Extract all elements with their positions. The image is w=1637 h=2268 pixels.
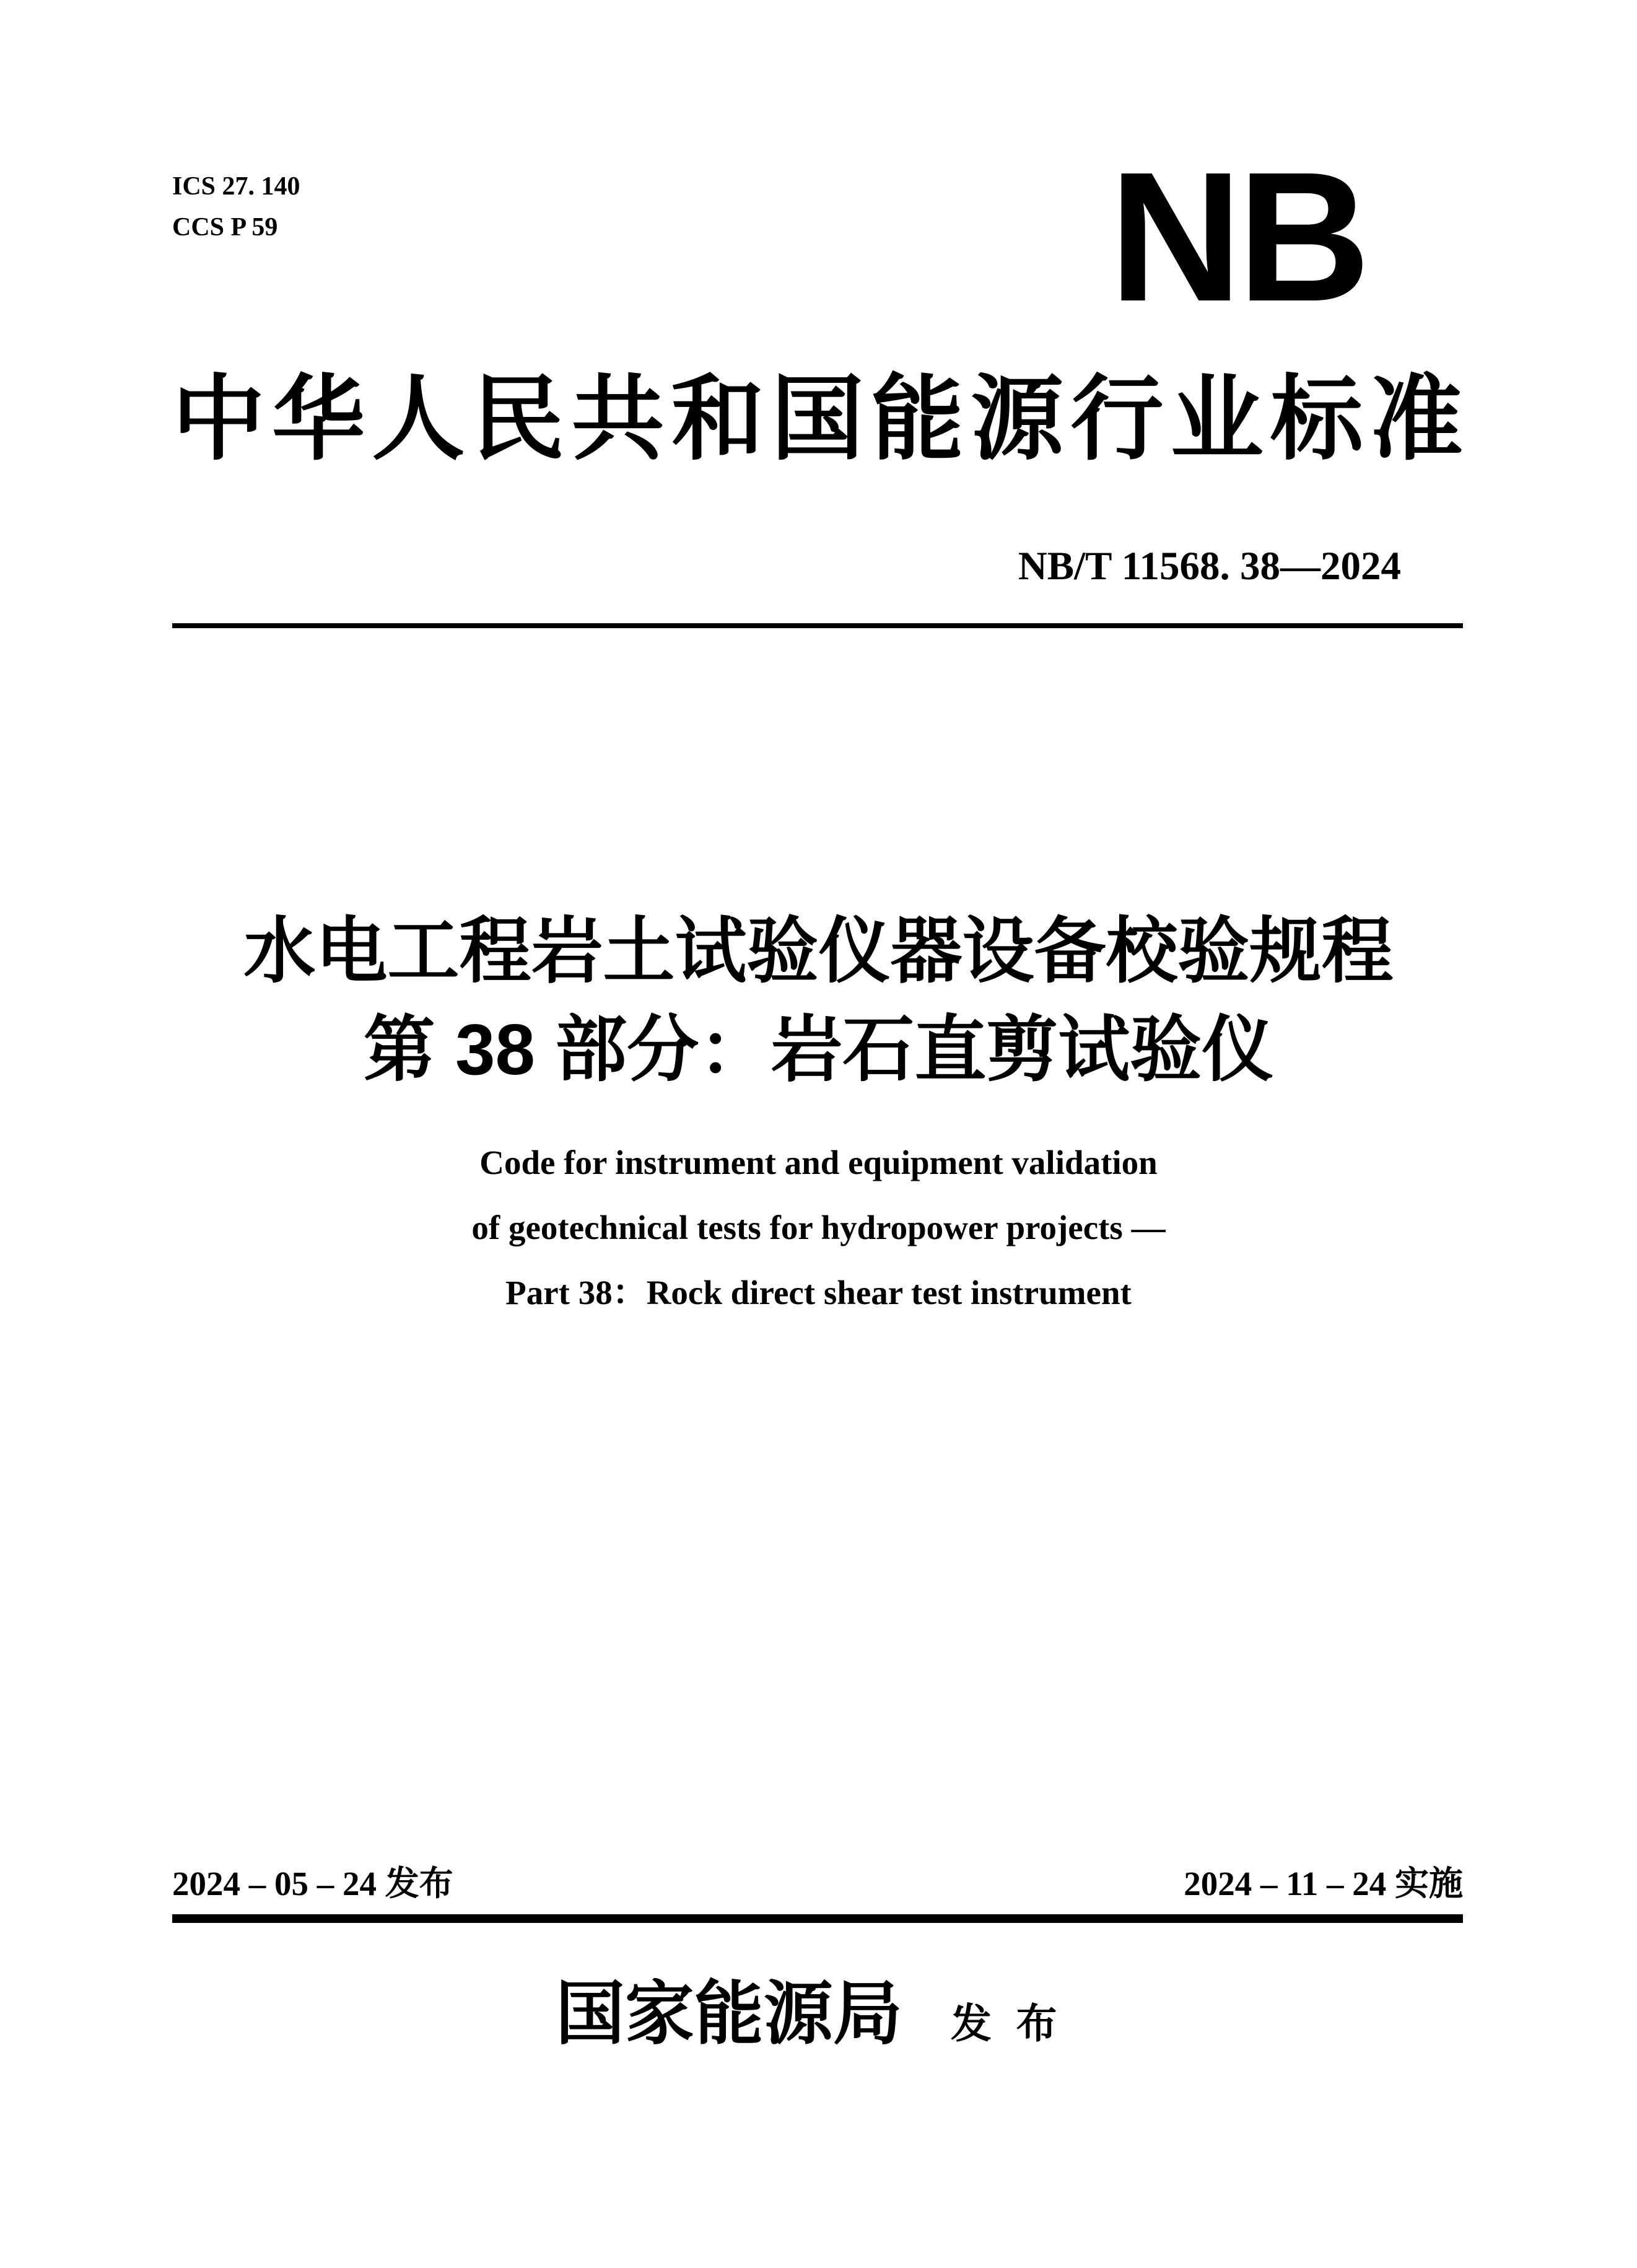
title-chinese [0,902,1637,1099]
title-english-line3: Part 38：Rock direct shear test instrument [505,1274,1132,1312]
title-english [0,1130,1637,1325]
header-divider-rule [172,623,1463,628]
ccs-code: CCS P 59 [172,213,278,242]
standard-number: NB/T 11568. 38—2024 [1018,544,1401,589]
nb-logo: NB [1109,134,1366,340]
footer-divider-rule [172,1914,1463,1923]
title-chinese-line1: 水电工程岩土试验仪器设备校验规程 [243,911,1394,991]
title-chinese-line2: 第 38 部分：岩石直剪试验仪 [363,1009,1274,1090]
title-english-line1: Code for instrument and equipment validation [479,1144,1158,1181]
implementation-date: 2024 – 11 – 24 实施 [1184,1865,1463,1902]
publish-label: 发布 [950,2002,1082,2047]
dates-row [172,1863,1463,1904]
issue-date: 2024 – 05 – 24 发布 [172,1865,453,1902]
ics-code: ICS 27. 140 [172,172,300,201]
footer [0,1976,1637,2053]
issuing-authority: 国家能源局 [555,1976,902,2053]
standard-category-heading: 中华人民共和国能源行业标准 [172,369,1463,471]
classification-codes [172,166,300,248]
title-english-line2: of geotechnical tests for hydropower projects — [471,1209,1166,1247]
